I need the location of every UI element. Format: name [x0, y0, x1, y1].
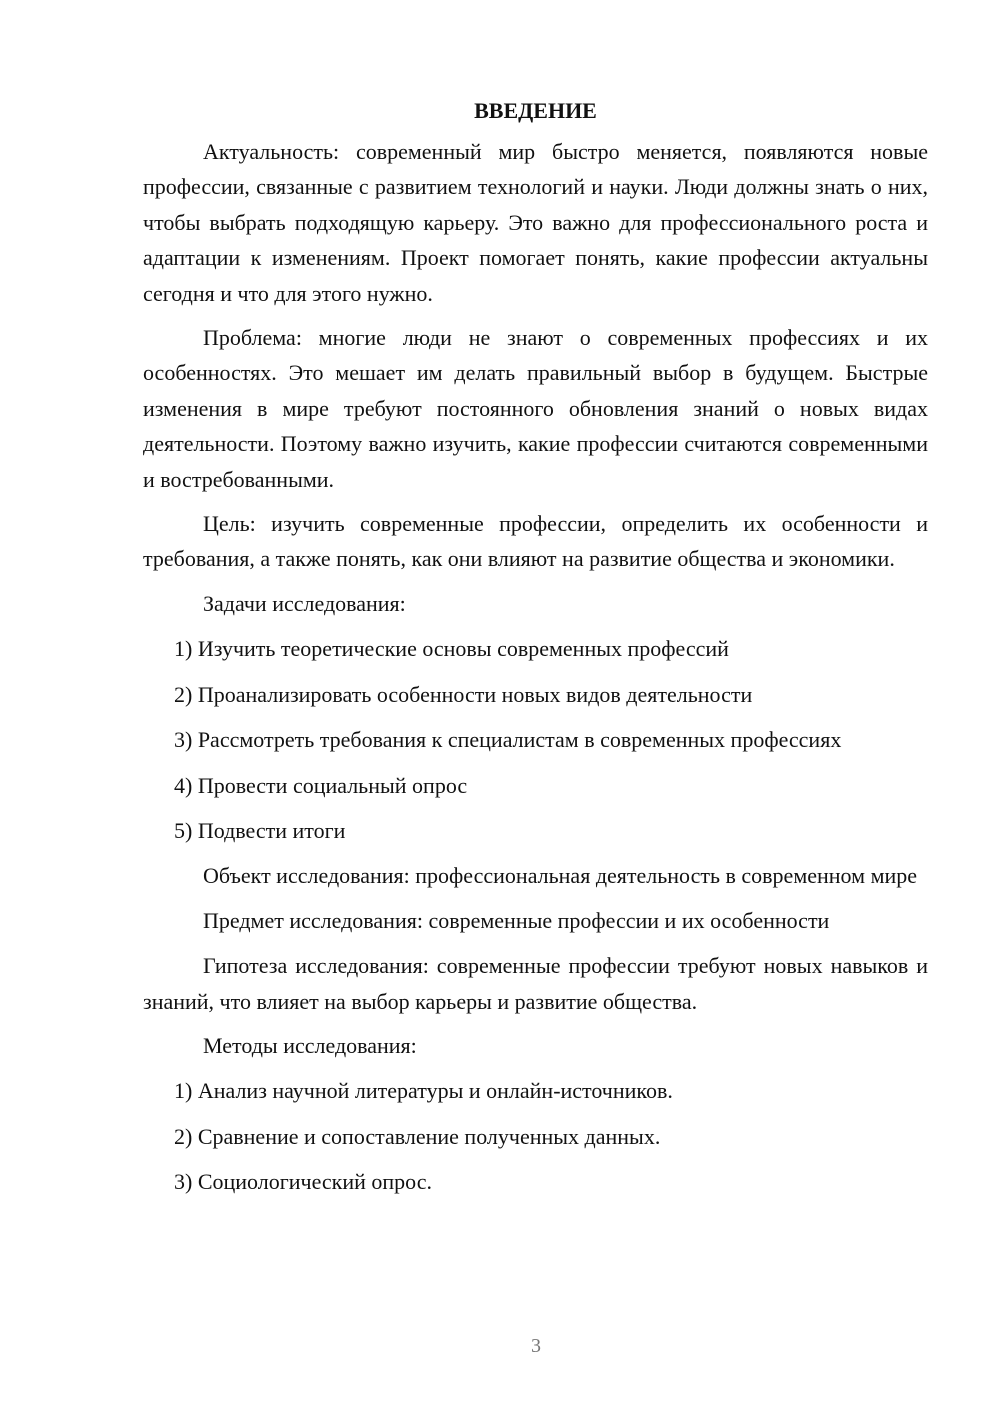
- list-item: 3) Рассмотреть требования к специалистам в современных профессиях: [174, 727, 842, 753]
- paragraph-problem: Проблема: многие люди не знают о современных профессиях и их особенностях. Это мешает им делать правильный выбор в будущем. Быстрые изменения в мире требуют постоянного обновления знаний о новых видах деятельности. Поэтому важно изучить, какие профессии считаются современными и востребованными.: [143, 325, 928, 492]
- tasks-heading: Задачи исследования:: [203, 590, 406, 616]
- document-body: [143, 94, 928, 1210]
- page-number: 3: [531, 1335, 541, 1357]
- list-item: 3) Социологический опрос.: [174, 1169, 432, 1195]
- paragraph-object: Объект исследования: профессиональная деятельность в современном мире: [203, 863, 918, 889]
- paragraph-goal: Цель: изучить современные профессии, определить их особенности и требования, а также понять, как они влияют на развитие общества и экономики.: [143, 511, 928, 572]
- methods-list: [143, 1073, 928, 1199]
- paragraph-subject: Предмет исследования: современные профессии и их особенности: [203, 907, 830, 933]
- page-title: ВВЕДЕНИЕ: [474, 98, 597, 123]
- list-item: 2) Сравнение и сопоставление полученных данных.: [174, 1123, 661, 1149]
- list-item: 4) Провести социальный опрос: [174, 772, 468, 798]
- methods-heading: Методы исследования:: [203, 1032, 417, 1058]
- list-item: 2) Проанализировать особенности новых видов деятельности: [174, 681, 753, 707]
- paragraph-hypothesis: Гипотеза исследования: современные профессии требуют новых навыков и знаний, что влияет на выбор карьеры и развитие общества.: [143, 953, 928, 1014]
- list-item: 1) Анализ научной литературы и онлайн-источников.: [174, 1078, 673, 1104]
- tasks-list: [143, 631, 928, 848]
- paragraph-relevance: Актуальность: современный мир быстро меняется, появляются новые профессии, связанные с развитием технологий и науки. Люди должны знать о них, чтобы выбрать подходящую карьеру. Это важно для профессионального роста и адаптации к изменениям. Проект помогает понять, какие профессии актуальны сегодня и что для этого нужно.: [143, 139, 928, 306]
- list-item: 1) Изучить теоретические основы современных профессий: [174, 636, 729, 662]
- list-item: 5) Подвести итоги: [174, 817, 346, 843]
